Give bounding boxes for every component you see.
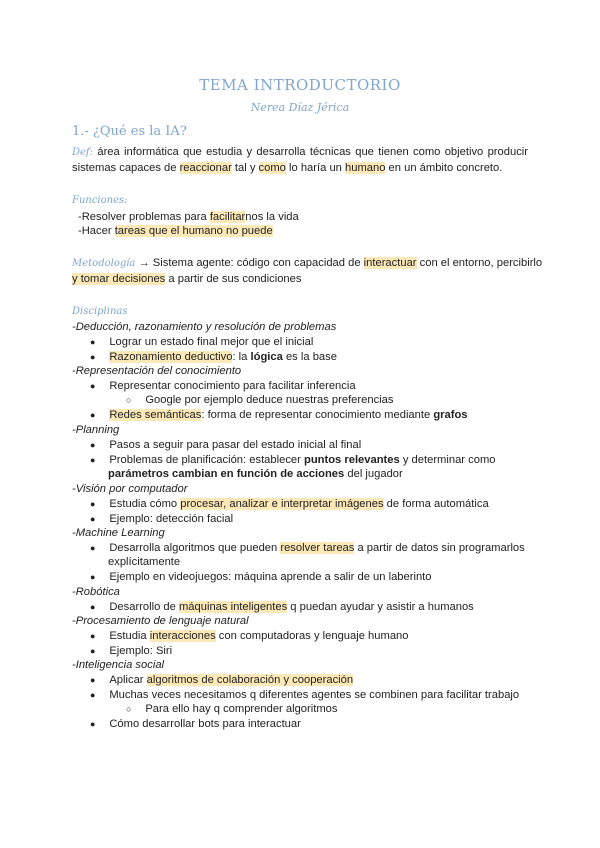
sub-list-item: ○ Para ello hay q comprender algoritmos [126, 703, 338, 715]
list-item: ● Lograr un estado final mejor que el inicial [90, 336, 314, 348]
discipline-heading: -Robótica [72, 586, 120, 598]
list-item: ● Representar conocimiento para facilitar inferencia [90, 380, 356, 392]
metodologia-line-1: Metodología → Sistema agente: código con capacidad de interactuar con el entorno, percibirlo [72, 257, 543, 269]
list-item: ● Pasos a seguir para pasar del estado inicial al final [90, 439, 362, 451]
list-item: ● Razonamiento deductivo: la lógica es la base [90, 351, 337, 363]
funciones-label: Funciones: [72, 195, 128, 206]
list-item: ● Ejemplo: detección facial [90, 513, 234, 525]
discipline-heading: -Planning [72, 424, 120, 436]
discipline-heading: -Deducción, razonamiento y resolución de problemas [72, 321, 337, 333]
list-item-continuation: explícitamente [108, 556, 181, 568]
list-item: ● Estudia interacciones con computadoras y lenguaje humano [90, 630, 409, 642]
list-item: ● Problemas de planificación: establecer puntos relevantes y determinar como [90, 454, 496, 466]
list-item: ● Estudia cómo procesar, analizar e interpretar imágenes de forma automática [90, 498, 489, 510]
definition-label: Def: [72, 147, 94, 158]
metodologia-line-2: y tomar decisiones a partir de sus condiciones [72, 273, 302, 285]
discipline-heading: -Representación del conocimiento [72, 365, 242, 377]
discipline-heading: -Inteligencia social [72, 659, 165, 671]
list-item: ● Desarrollo de máquinas inteligentes q puedan ayudar y asistir a humanos [90, 601, 474, 613]
metodologia-label: Metodología [72, 258, 136, 269]
sub-list-item: ○ Google por ejemplo deduce nuestras preferencias [126, 394, 394, 406]
section-heading: 1.- ¿Qué es la IA? [72, 124, 187, 139]
list-item: ● Desarrolla algoritmos que pueden resolver tareas a partir de datos sin programarlos [90, 542, 525, 554]
list-item: ● Redes semánticas: forma de representar conocimiento mediante grafos [90, 409, 468, 421]
list-item: ● Ejemplo: Siri [90, 645, 173, 657]
function-item: -Hacer tareas que el humano no puede [78, 225, 273, 237]
list-item-continuation: parámetros cambian en función de acciones del jugador [108, 468, 403, 480]
discipline-heading: -Procesamiento de lenguaje natural [72, 615, 249, 627]
list-item: ● Ejemplo en videojuegos: máquina aprende a salir de un laberinto [90, 571, 432, 583]
function-item: -Resolver problemas para facilitarnos la vida [78, 211, 299, 223]
discipline-heading: -Machine Learning [72, 527, 165, 539]
list-item: ● Muchas veces necesitamos q diferentes agentes se combinen para facilitar trabajo [90, 689, 520, 701]
list-item: ● Aplicar algoritmos de colaboración y cooperación [90, 674, 354, 686]
definition-line-1 [72, 145, 528, 160]
discipline-heading: -Visión por computador [72, 483, 188, 495]
list-item: ● Cómo desarrollar bots para interactuar [90, 718, 301, 730]
document-author: Nerea Díaz Jérica [250, 101, 350, 114]
definition-line-2: sistemas capaces de reaccionar tal y como lo haría un humano en un ámbito concreto. [72, 162, 503, 174]
definition-text: área informática que estudia y desarrolla técnicas que tienen como objetivo producir [97, 146, 529, 158]
document-title: TEMA INTRODUCTORIO [199, 76, 401, 94]
disciplinas-label: Disciplinas [72, 306, 128, 317]
